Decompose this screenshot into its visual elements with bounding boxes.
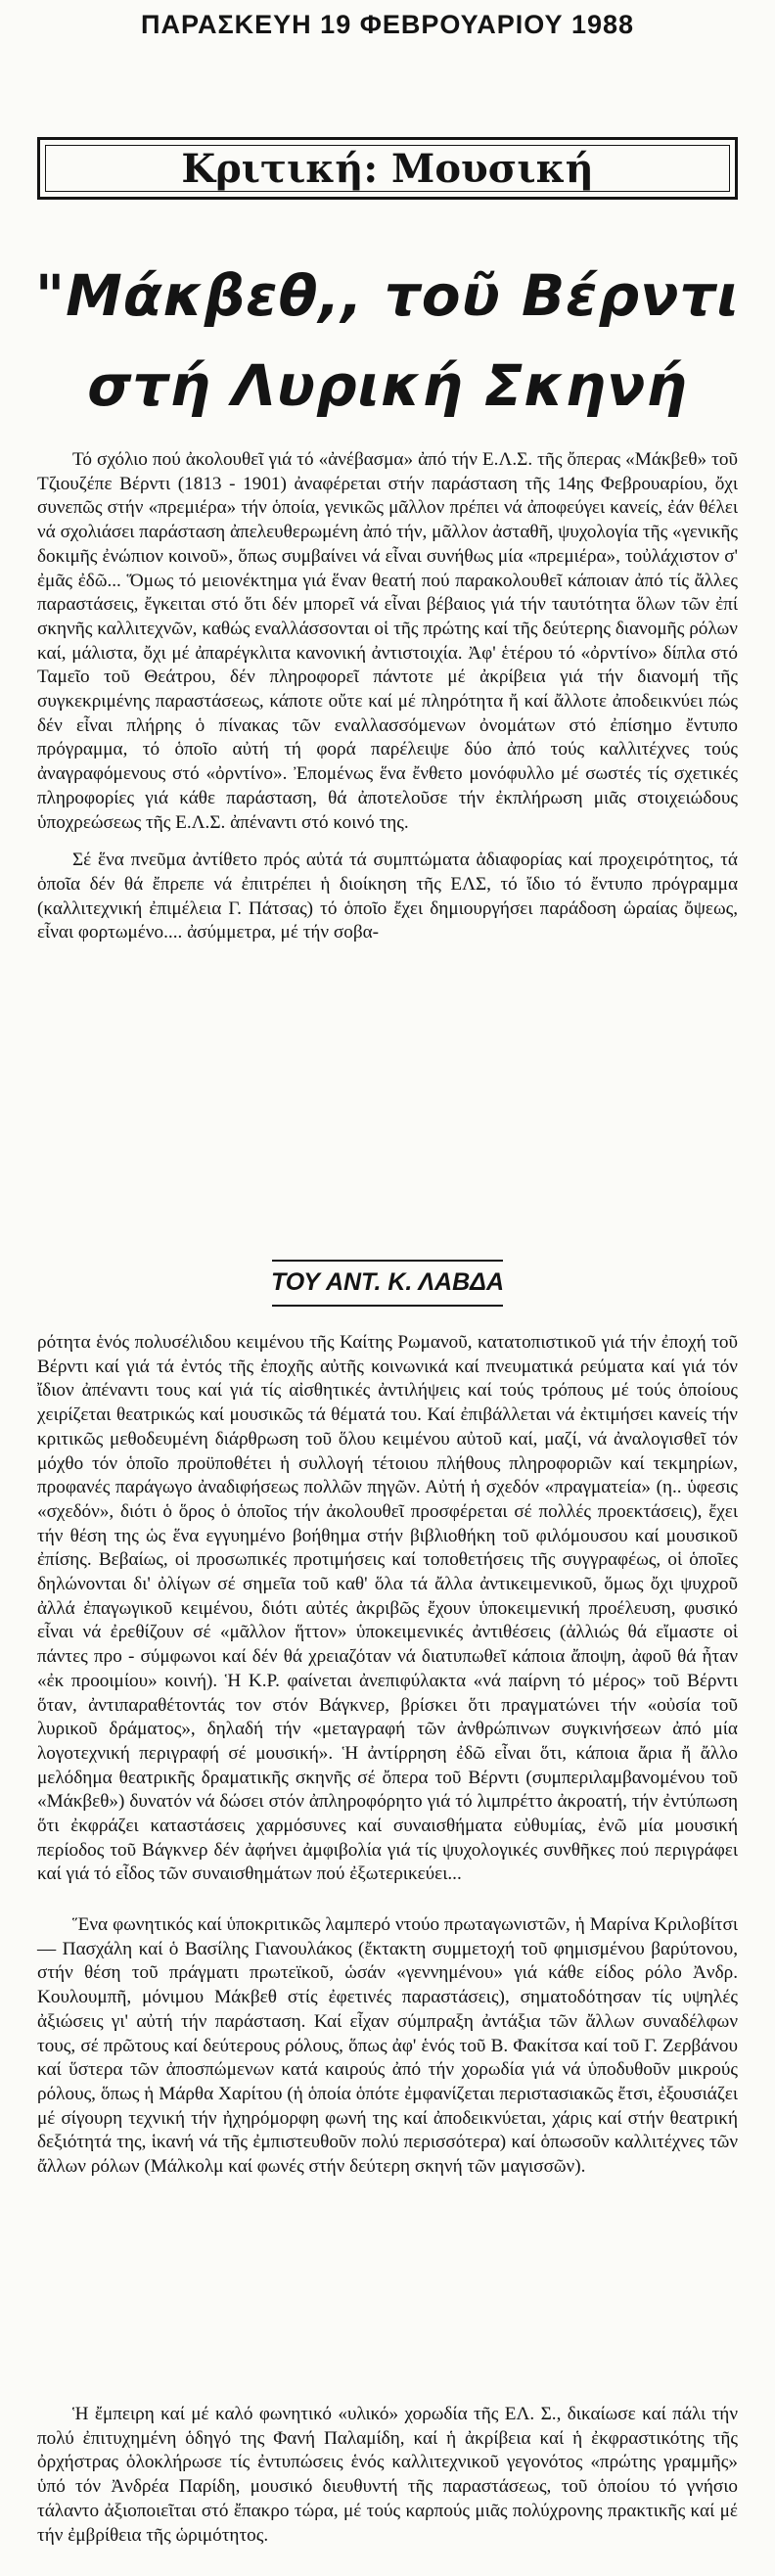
- article-column-middle: [37, 1331, 738, 1887]
- paragraph: Τό σχόλιο πού ἀκολουθεῖ γιά τό «ἀνέβασμα» ἀπό τήν Ε.Λ.Σ. τῆς ὄπερας «Μάκβεθ» τοῦ Τζιουζέπε Βέρντι (1813 - 1901) ἀναφέρεται στήν παράσταση τῆς 14ης Φεβρουαρίου, ὄχι συνεπῶς στήν «πρεμιέρα» τήν ὁποία, γενικῶς μᾶλλον πρέπει νά ἀποφεύγει κανείς, ἐάν θέλει νά σχολιάσει παράσταση ἀπελευθερωμένη ἀπό τήν, μᾶλλον ἀσταθῆ, ψυχολογία τῆς «γενικῆς δοκιμῆς ἐνώπιον κοινοῦ», ὅπως συμβαίνει νά εἶναι συνήθως μία «πρεμιέρα», τοὐλάχιστον σ' ἐμᾶς ἐδῶ... Ὅμως τό μειονέκτημα γιά ἕναν θεατή πού παρακολουθεῖ κάποιαν ἀπό τίς ἄλλες παραστάσεις, ἔγκειται στό ὅτι δέν μπορεῖ νά εἶναι βέβαιος γιά τήν ταυτότητα ὅλων τῶν ἐπί σκηνῆς καλλιτεχνῶν, καθώς εναλλάσσονται οἱ τῆς πρώτης καί τῆς δεύτερης διανομῆς ρόλων καί, μάλιστα, ὄχι μέ ἀπαρέγκλιτα κανονική ἀντιστοιχία. Ἀφ' ἑτέρου τό «ὀρντίνο» δίπλα στό Ταμεῖο τοῦ Θεάτρου, δέν πληροφορεῖ πάντοτε μέ ἀκρίβεια γιά τήν διανομή τῆς συγκεκριμένης παραστάσεως, κάποτε οὔτε καί μέ πληρότητα ἤ καί ἄλλοτε ἀποδεικνύει πώς δέν εἶναι πλήρης ὁ πίνακας τῶν εναλλασσόμενων ὀνομάτων στό ἐπίσημο ἔντυπο πρόγραμμα, τό ὁποῖο αὐτή τή φορά παρέλειψε δύο ἀπό τούς καλλιτέχνες τούς ἀναγραφόμενους στό «ὀρντίνο». Ἐπομένως ἕνα ἔνθετο μονόφυλλο μέ σωστές τίς σχετικές πληροφορίες γιά κάθε παράσταση, θά ἀποτελοῦσε τήν ἐκπλήρωση μιᾶς στοιχειώδους ὑποχρεώσεως τῆς Ε.Λ.Σ. ἀπέναντι στό κοινό της.: [37, 449, 738, 833]
- paragraph: Ἕνα φωνητικός καί ὑποκριτικῶς λαμπερό ντούο πρωταγωνιστῶν, ἡ Μαρίνα Κριλοβίτσι — Πασχάλη καί ὁ Βασίλης Γιανουλάκος (ἔκτακτη συμμετοχή τοῦ φημισμένου βαρύτονου, στήν θέση τοῦ πράγματι πρωτεϊκοῦ, ὡσάν «γεννημένου» γιά κάθε είδος ρόλο Ἀνδρ. Κουλουμπῆ, μόνιμου Μάκβεθ στίς ἐφετινές παραστάσεις), σηματοδότησαν τίς υψηλές ἀξιώσεις γι' αὐτή τήν παράσταση. Καί εἶχαν σύμπραξη ἀντάξια τῶν ἄλλων συναδέλφων τους, σέ πρῶτους καί δεύτερους ρόλους, ὅπως ἀφ' ἑνός τοῦ Β. Φακίτσα καί τοῦ Γ. Ζερβάνου καί ὕστερα τῶν ἀποσπώμενων κατά καιρούς ἀπό τήν χορωδία γιά νά ὑποδυθοῦν μικρούς ρόλους, ὅπως ἡ Μάρθα Χαρίτου (ἡ ὁποία ὁπότε ἐμφανίζεται περιστασιακῶς ἔτσι, ἐξουσιάζει μέ σίγουρη τεχνική τήν ἠχηρόμορφη φωνή της καί ἀποδεικνύεται, χάρις καί στήν θεατρική δεξιότητά της, ἱκανή νά τῆς ἐμπιστευθοῦν πολύ περισσότερα) καί ὁπωσοῦν καλλιτέχνες τῶν ἄλλων ρόλων (Μάλκολμ καί φωνές στήν δεύτερη σκηνή τῶν μαγισσῶν).: [37, 1914, 738, 2178]
- article-column-top: [37, 448, 738, 945]
- rubric-label: Κριτική: Μουσική: [181, 145, 594, 192]
- byline-rule-top: [272, 1260, 503, 1262]
- section-rubric: [37, 137, 738, 200]
- byline-rule-bottom: [272, 1305, 503, 1307]
- article-column-bottom: [37, 2403, 738, 2548]
- headline-line-2: στή Λυρική Σκηνή: [87, 352, 688, 419]
- dateline: ΠΑΡΑΣΚΕΥΗ 19 ΦΕΒΡΟΥΑΡΙΟΥ 1988: [140, 10, 635, 39]
- paragraph: ρότητα ἑνός πολυσέλιδου κειμένου τῆς Καίτης Ρωμανοῦ, κατατοπιστικοῦ γιά τήν ἐποχή τοῦ Βέρντι καί γιά τά ἐντός τῆς ἐποχῆς αὐτῆς κοινωνικά καί πνευματικά ρεύματα καί γιά τόν ἴδιον ἀπέναντι τους καί γιά τίς αἰσθητικές ἀντιλήψεις καί τούς τρόπους μέ τούς ὁποίους χειρίζεται θεατρικώς καί μουσικῶς τά θέματά του. Καί ἐπιβάλλεται νά ἐκτιμήσει κανείς τήν κριτικῶς μεθοδευμένη διάρθρωση τοῦ ὅλου κειμένου αὐτοῦ καί, μαζί, νά ἀναλογισθεῖ τόν μόχθο τόν ὁποῖο προϋποθέτει ἡ συλλογή τέτοιου πλήθους πληροφοριῶν καί τεκμηρίων, προφανές παράγωγο ἀναδιφήσεως πολλῶν πηγῶν. Αὐτή ἡ σχεδόν «πραγματεία» (η.. ὑφεσις «σχεδόν», διότι ὁ ὅρος ὁ ὁποῖος τήν ἀκολουθεῖ προσφέρεται σέ πολλές προεκτάσεις), ἔχει τήν θέση της ὡς ἕνα εγγυημένο βοήθημα στήν βιβλιοθήκη τοῦ φιλόμουσου καί μουσικοῦ ἐπίσης. Βεβαίως, οἱ προσωπικές προτιμήσεις καί τοποθετήσεις τῆς συγγραφέως, οἱ ὁποῖες δηλώνονται δι' ὀλίγων σέ σημεῖα τοῦ καθ' ὅλα τά ἄλλα ἀντικειμενικοῦ, ὅμως ὄχι ψυχροῦ ἀλλά ἐπαγωγικοῦ κειμένου, διότι αὐτές ἀκριβῶς ἔχουν ὑποκειμενική προέλευση, φυσικό εἶναι νά ἐρεθίζουν σέ «μᾶλλον ἥττον» ὑποκειμενικές ἀντιθέσεις (ἀλλιώς θά εἴμαστε οἱ πάντες προ - σύμφωνοι καί δέν θά χρειαζόταν νά διατυπωθεῖ κάποια ἄποψη, ἀφοῦ θά ἦταν «ἐκ προοιμίου» κοινή). Ἡ Κ.Ρ. φαίνεται ἀνεπιφύλακτα «νά παίρνη τό μέρος» τοῦ Βέρντι ὅταν, ἀντιπαραθέτοντάς τον στόν Βάγκνερ, βρίσκει ὅτι πραγματώνει τήν «οὐσία τοῦ λυρικοῦ δράματος», δηλαδή τήν «μεταγραφή τῶν ἀνθρώπινων συγκινήσεων ἀπό μία λογοτεχνική περιγραφή σέ μουσική». Ἡ ἀντίρρηση ἐδῶ εἶναι ὅτι, κάποια ἄρια ἤ ἄλλο μελόδημα θεατρικῆς δραματικῆς σκηνῆς σέ ὄπερα τοῦ Βέρντι (συμπεριλαμβανομένου τοῦ «Μάκβεθ») δυνατόν νά δώσει στόν ἀπληροφόρητο γιά τό λιμπρέττο ἀκροατή, τήν ἐντύπωση ὅτι ἐκφράζει καταστάσεις χαρμόσυνες καί συναισθήματα εὐθυμίας, ἐνῶ μία μουσική περίοδος τοῦ Βάγκνερ δέν ἀφήνει ἀμφιβολία γιά τίς ψυχολογικές συνθῆκες πού περιγράφει καί γιά τό εἶδος τῶν συναισθημάτων πού ἐξωτερικεύει...: [37, 1332, 738, 1885]
- paragraph: Σέ ἕνα πνεῦμα ἀντίθετο πρός αὐτά τά συμπτώματα ἀδιαφορίας καί προχειρότητος, τά ὁποῖα δέν θά ἔπρεπε νά ἐπιτρέπει ἡ διοίκηση τῆς ΕΛΣ, τό ἴδιο τό ἔντυπο πρόγραμμα (καλλιτεχνική ἐπιμέλεια Γ. Πάτσας) τό ὁποῖο ἔχει δημιουργήσει παράδοση ὡραίας ὄψεως, εἶναι φορτωμένο.... ἀσύμμετρα, μέ τήν σοβα-: [37, 850, 738, 943]
- byline: ΤΟΥ ΑΝΤ. Κ. ΛΑΒΔΑ: [270, 1268, 504, 1296]
- article-column-cast: [37, 1913, 738, 2180]
- paragraph: Ἡ ἔμπειρη καί μέ καλό φωνητικό «υλικό» χορωδία τῆς ΕΛ. Σ., δικαίωσε καί πάλι τήν πολύ ἐπιτυχημένη ὁδηγό της Φανή Παλαμίδη, καί ἡ ἀκρίβεια καί ἡ ἐκφραστικότης τῆς ὀρχήστρας ὁλοκλήρωσε τίς ἐντυπώσεις ἑνός καλλιτεχνικοῦ γεγονότος «πρώτης γραμμῆς» ὑπό τόν Ἀνδρέα Παρίδη, μουσικό διευθυντή τῆς παραστάσεως, τοῦ ὁποίου τό γνήσιο τάλαντο ἀξιοποιεῖται στό ἔπακρο τώρα, μέ τούς καρπούς μιᾶς πολύχρονης πρακτικῆς καί μέ τήν ἐμβρίθεια τῆς ὡριμότητος.: [37, 2404, 738, 2546]
- headline-line-1: "Μάκβεθ,, τοῦ Βέρντι: [34, 262, 741, 329]
